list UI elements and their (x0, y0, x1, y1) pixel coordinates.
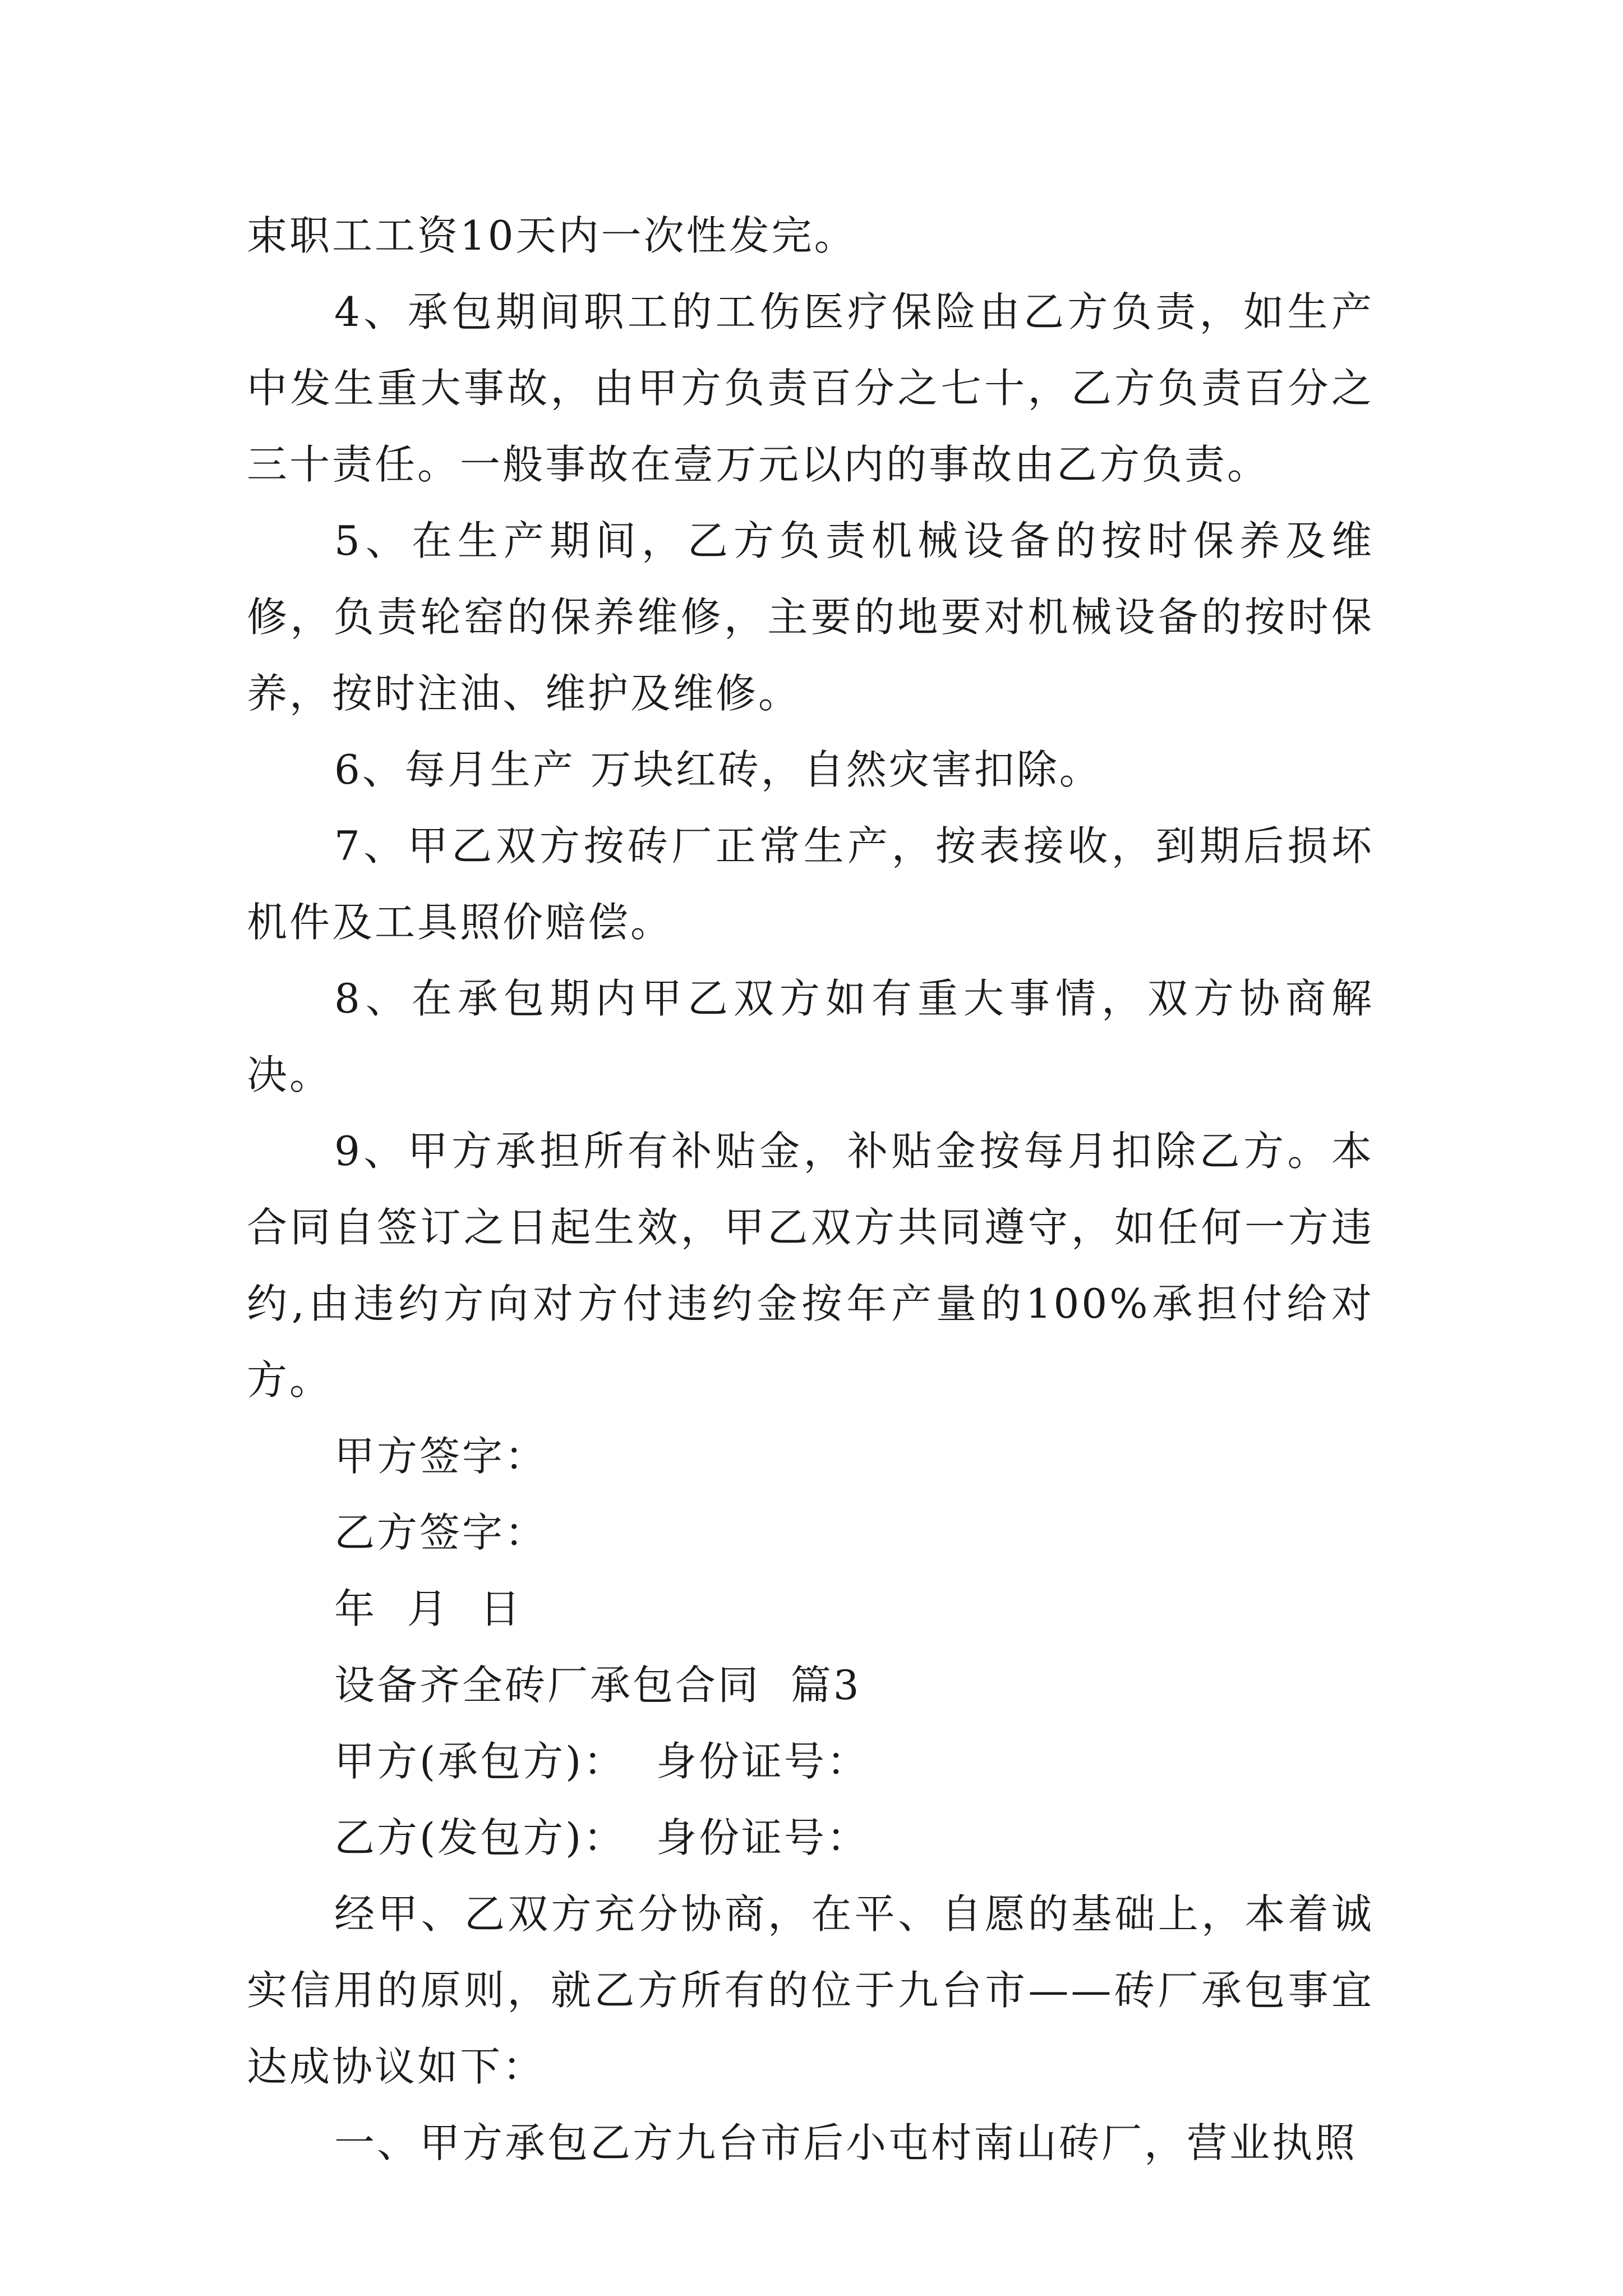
clause-8: 8、在承包期内甲乙双方如有重大事情，双方协商解决。 (247, 975, 1374, 1098)
clause-5: 5、在生产期间，乙方负责机械设备的按时保养及维修，负责轮窑的保养维修，主要的地要对机械设备的按时保养，按时注油、维护及维修。 (247, 517, 1374, 717)
party-b-info: 乙方(发包方)： 身份证号： (334, 1814, 869, 1861)
document-body (247, 197, 1374, 2181)
clause-9: 9、甲方承担所有补贴金，补贴金按每月扣除乙方。本合同自签订之日起生效，甲乙双方共同遵守，如任何一方违约,由违约方向对方付违约金按年产量的100%承担付给对方。 (247, 1128, 1374, 1404)
agreement-preamble: 经甲、乙双方充分协商，在平、自愿的基础上，本着诚实信用的原则，就乙方所有的位于九台市——砖厂承包事宜达成协议如下： (247, 1890, 1374, 2090)
section-title: 设备齐全砖厂承包合同 篇3 (334, 1662, 861, 1709)
party-a-signature: 甲方签字： (334, 1433, 548, 1480)
article-1: 一、甲方承包乙方九台市后小屯村南山砖厂，营业执照 (334, 2119, 1358, 2166)
clause-4: 4、承包期间职工的工伤医疗保险由乙方负责，如生产中发生重大事故，由甲方负责百分之七十，乙方负责百分之三十责任。一般事故在壹万元以内的事故由乙方负责。 (247, 288, 1374, 488)
signature-date: 年 月 日 (334, 1585, 523, 1632)
party-b-signature: 乙方签字： (334, 1509, 548, 1556)
clause-7: 7、甲乙双方按砖厂正常生产，按表接收，到期后损坏机件及工具照价赔偿。 (247, 822, 1374, 946)
party-a-info: 甲方(承包方)： 身份证号： (334, 1738, 869, 1785)
paragraph-continuation: 束职工工资10天内一次性发完。 (247, 212, 857, 259)
clause-6: 6、每月生产 万块红砖，自然灾害扣除。 (334, 746, 1102, 793)
